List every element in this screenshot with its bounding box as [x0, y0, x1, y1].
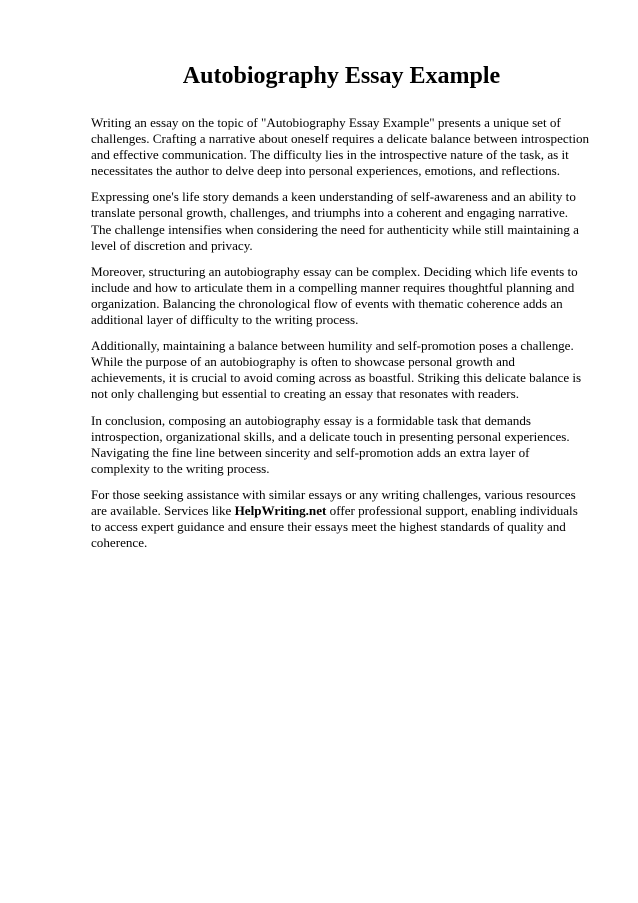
- closing-text-after: offer professional support, enabling individuals to access expert guidance and ensure their essays meet the highest standards of quality and coherence.: [91, 502, 578, 551]
- service-name: HelpWriting.net: [234, 502, 327, 518]
- paragraph-5: In conclusion, composing an autobiography essay is a formidable task that demands introspection, organizational skills, and a delicate touch in presenting personal experiences. Navigating the fine line between sincerity and self-promotion adds an extra layer of complexity to the writing process.: [91, 412, 570, 476]
- paragraph-4: Additionally, maintaining a balance between humility and self-promotion poses a challenge. While the purpose of an autobiography is often to showcase personal growth and achievements, it is crucial to avoid coming across as boastful. Striking this delicate balance is not only challenging but essential to creating an essay that resonates with readers.: [91, 338, 582, 402]
- closing-text-before: For those seeking assistance with similar essays or any writing challenges, various resources are available. Services like: [91, 486, 576, 518]
- closing-paragraph: [91, 487, 591, 551]
- paragraph-3: Moreover, structuring an autobiography essay can be complex. Deciding which life events to include and how to articulate them in a compelling manner requires thoughtful planning and organization. Balancing the chronological flow of events with thematic coherence adds an additional layer of difficulty to the writing process.: [91, 263, 578, 328]
- document-title: Autobiography Essay Example: [182, 63, 501, 89]
- document-body: [91, 115, 591, 551]
- paragraph-2: Expressing one's life story demands a keen understanding of self-awareness and an ability to translate personal growth, challenges, and triumphs into a coherent and engaging narrative. The challenge intensifies when considering the need for authenticity while still maintaining a level of discretion and privacy.: [91, 189, 579, 253]
- paragraph-1: Writing an essay on the topic of "Autobiography Essay Example" presents a unique set of challenges. Crafting a narrative about oneself requires a delicate balance between introspection and effective communication. The difficulty lies in the introspective nature of the task, as it necessitates the author to delve deep into personal experiences, emotions, and reflections.: [91, 115, 590, 179]
